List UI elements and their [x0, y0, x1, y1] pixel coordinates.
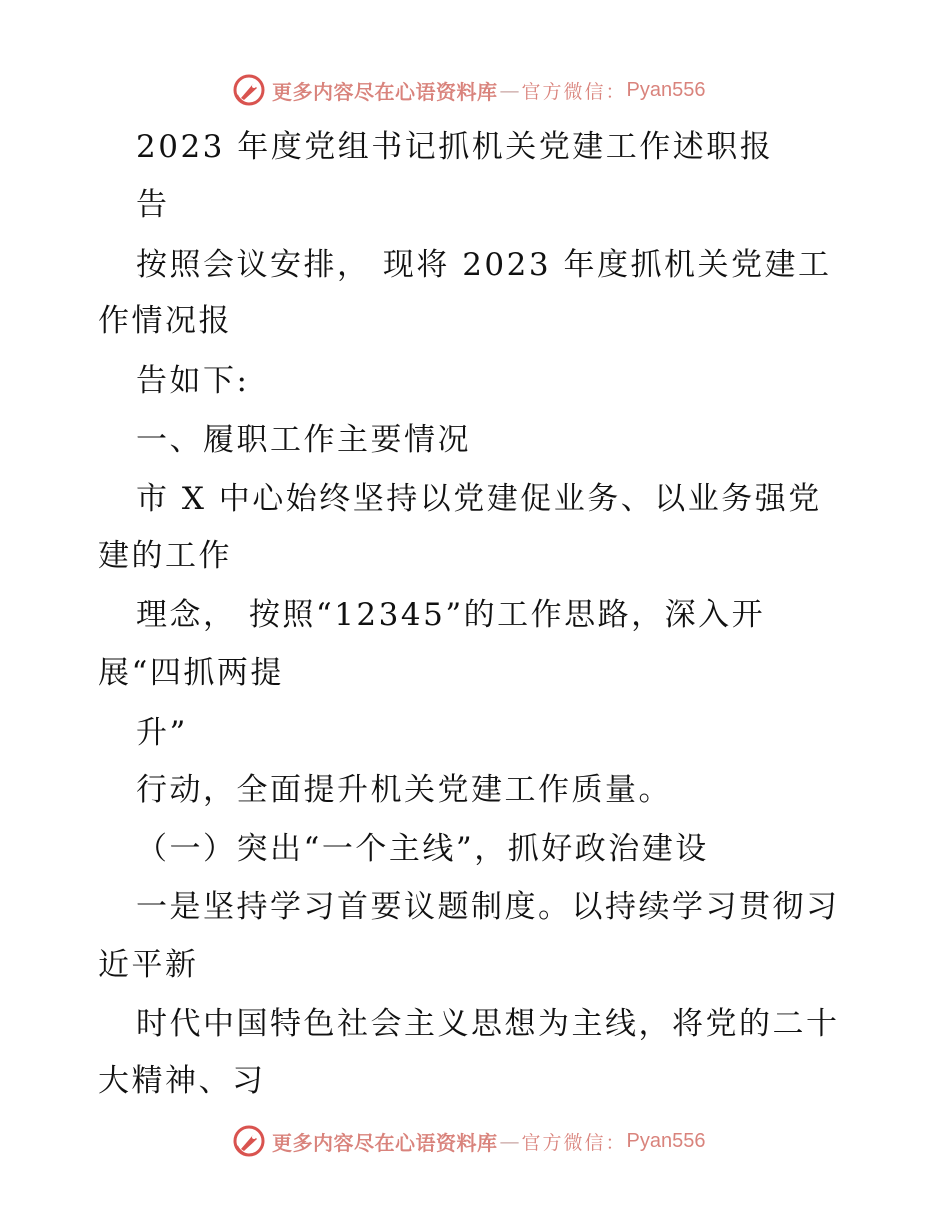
pen-nib-logo-icon [232, 1124, 266, 1158]
banner-site-text: 更多内容尽在心语资料库 [272, 79, 498, 104]
banner-site-text: 更多内容尽在心语资料库 [272, 1130, 498, 1155]
banner-wechat-label: 官方微信： [521, 80, 627, 103]
document-title-line-1: 2023 年度党组书记抓机关党建工作述职报 [136, 129, 774, 165]
paragraph-line: 行动，全面提升机关党建工作质量。 [136, 772, 672, 808]
banner-dash: — [499, 78, 520, 102]
paragraph-line: 时代中国特色社会主义思想为主线，将党的二十 [136, 1006, 840, 1042]
paragraph-line: 理念， 按照“12345”的工作思路，深入开 [136, 597, 766, 633]
section-heading: 一、履职工作主要情况 [136, 422, 471, 458]
paragraph-line: 建的工作 [98, 538, 232, 574]
banner-wechat-label: 官方微信： [521, 1131, 627, 1154]
document-title-line-2: 告 [136, 187, 170, 223]
paragraph-line: 告如下: [136, 363, 250, 399]
pen-nib-logo-icon [232, 73, 266, 107]
subsection-heading: （一）突出“一个主线”，抓好政治建设 [136, 831, 709, 867]
banner-wechat-id: Pyan556 [626, 78, 706, 101]
paragraph-line: 一是坚持学习首要议题制度。以持续学习贯彻习 [136, 889, 840, 925]
paragraph-line: 大精神、习 [98, 1063, 266, 1099]
paragraph-line: 升” [136, 715, 188, 751]
footer-banner [232, 1123, 705, 1159]
paragraph-line: 作情况报 [98, 303, 232, 339]
paragraph-line: 按照会议安排， 现将 2023 年度抓机关党建工 [136, 247, 832, 283]
header-banner [232, 72, 705, 108]
banner-wechat-id: Pyan556 [626, 1129, 706, 1152]
banner-dash: — [499, 1129, 520, 1153]
paragraph-line: 近平新 [98, 947, 199, 983]
paragraph-line: 展“四抓两提 [98, 655, 284, 691]
paragraph-line: 市 X 中心始终坚持以党建促业务、以业务强党 [136, 481, 822, 517]
